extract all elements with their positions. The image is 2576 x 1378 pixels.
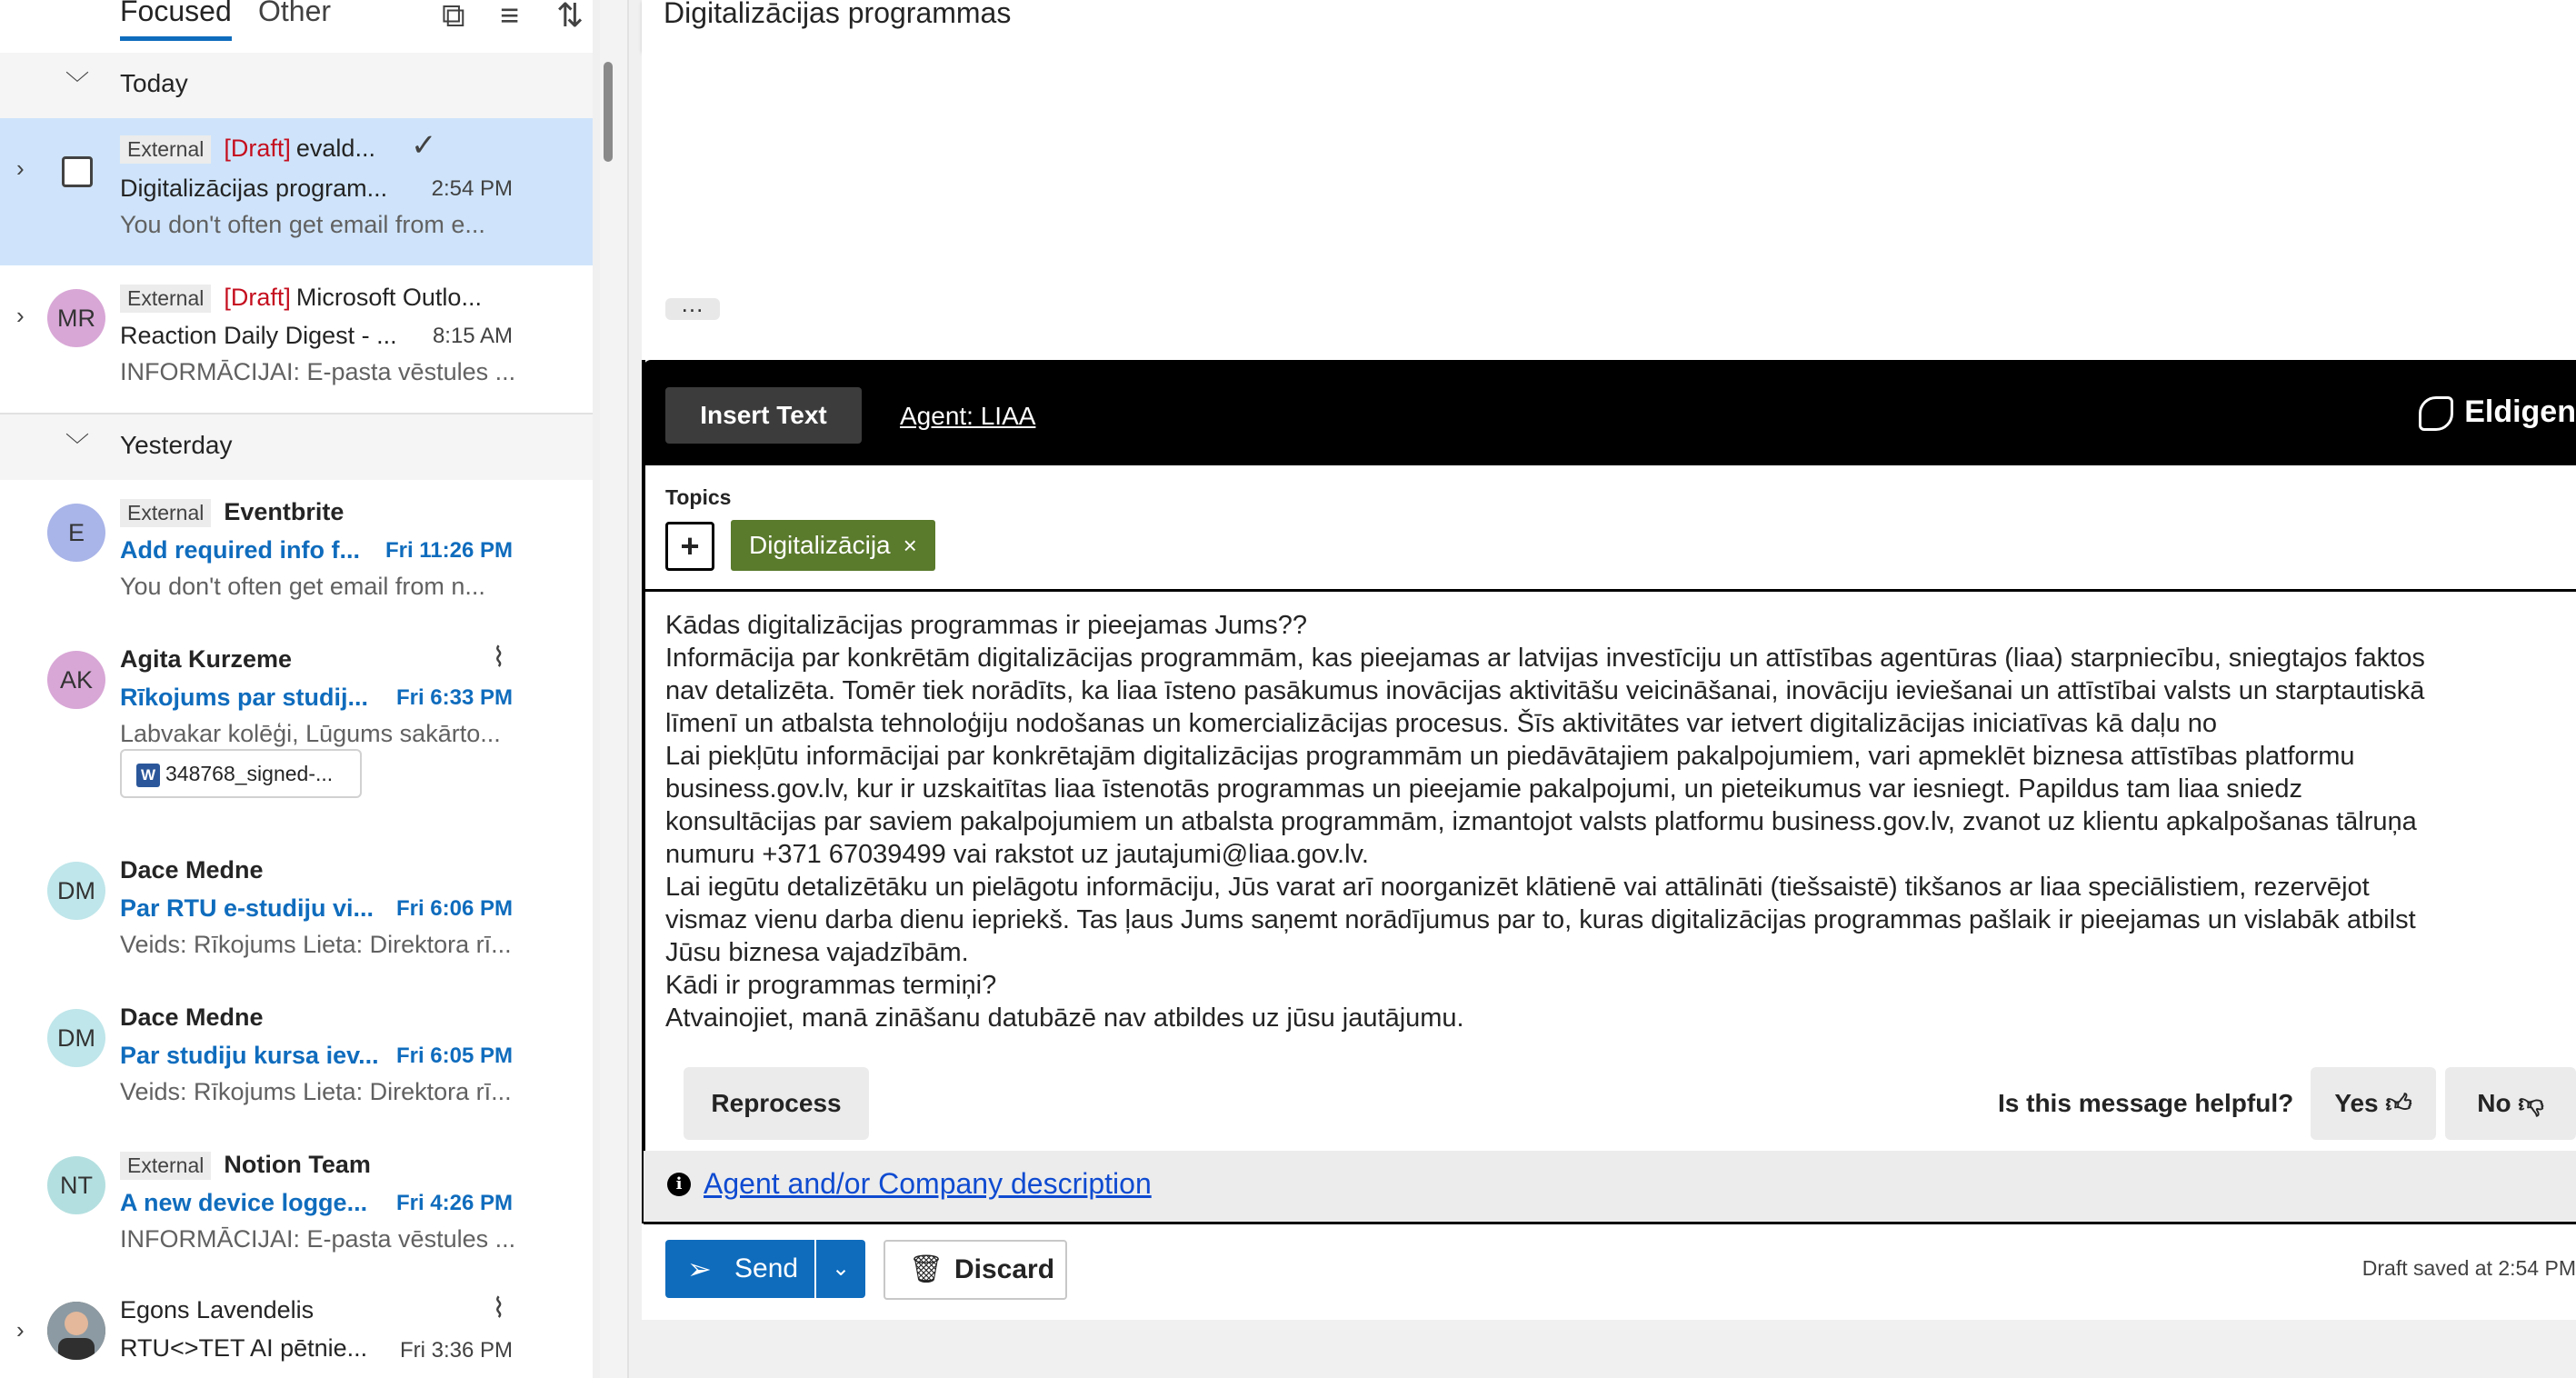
group-header-today[interactable] [0, 53, 593, 125]
mail-subject: A new device logge... [120, 1189, 368, 1216]
person-photo-icon [47, 1302, 105, 1360]
eldigen-logo [2419, 394, 2576, 431]
mail-preview: INFORMĀCIJAI: E-pasta vēstules ... [120, 1225, 516, 1253]
no-label: No [2477, 1089, 2511, 1117]
group-header-yesterday[interactable] [0, 414, 593, 487]
external-badge: External [120, 1152, 211, 1180]
mail-time: Fri 6:05 PM [395, 1043, 513, 1068]
agent-description-link[interactable]: Agent and/or Company description [704, 1167, 1152, 1200]
chevron-right-icon[interactable]: › [16, 302, 25, 329]
mail-time: Fri 6:33 PM [395, 685, 513, 710]
list-item[interactable] [0, 985, 593, 1134]
thumbs-up-icon: 👍︎ [2385, 1089, 2412, 1117]
mail-preview: You don't often get email from e... [120, 211, 485, 238]
external-badge: External [120, 135, 211, 164]
avatar: NT [47, 1156, 105, 1214]
discard-label: Discard [954, 1254, 1055, 1284]
answer-line: konsultācijas par saviem pakalpojumiem un atbalsta programmām, izmantojot valsts platformu business.gov.lv, zvanot uz klientu apkalpošanas tālruņa [665, 807, 2417, 836]
sender-name: Dace Medne [120, 856, 264, 884]
mail-preview: You don't often get email from n... [120, 573, 485, 600]
filter-icon[interactable]: ≡ [500, 0, 520, 34]
answer-line: Kādi ir programmas termiņi? [665, 971, 997, 1000]
trash-icon: 🗑︎ [909, 1254, 944, 1284]
list-item[interactable] [0, 838, 593, 987]
subject-bar [642, 0, 2576, 51]
tab-other[interactable]: Other [258, 0, 332, 27]
list-item[interactable] [0, 265, 593, 414]
add-topic-button[interactable]: + [665, 522, 714, 571]
sender-name: Dace Medne [120, 1004, 264, 1031]
chevron-right-icon[interactable]: › [16, 155, 25, 182]
topics-label: Topics [665, 485, 732, 509]
answer-line: Atvainojiet, manā zināšanu datubāzē nav atbildes uz jūsu jautājumu. [665, 1004, 1464, 1033]
group-label: Today [120, 69, 188, 97]
mail-subject: Rīkojums par studij... [120, 684, 369, 711]
insert-text-button[interactable]: Insert Text [665, 387, 862, 444]
info-icon: i [667, 1173, 691, 1196]
answer-line: Kādas digitalizācijas programmas ir pieejamas Jums?? [665, 611, 1307, 640]
yes-label: Yes [2334, 1089, 2379, 1117]
remove-topic-icon[interactable]: × [903, 532, 917, 559]
mail-subject: Reaction Daily Digest - ... [120, 322, 397, 349]
avatar: E [47, 504, 105, 562]
reading-pane [642, 0, 2576, 1378]
discard-button[interactable] [884, 1240, 1067, 1300]
send-label: Send [734, 1253, 799, 1283]
answer-line: Informācija par konkrētām digitalizācijas programmām, kas pieejamas ar latvijas investīciju un attīstības agentūras (liaa) starpniecību, sniegtajos faktos [665, 644, 2425, 673]
chevron-down-icon[interactable]: ﹀ [65, 70, 90, 97]
addin-border [642, 360, 645, 1223]
agent-description-bar [644, 1151, 2576, 1224]
answer-line: vismaz vienu darba dienu iepriekš. Tas ļaus Jums saņemt norādījumus par to, kuras digitalizācijas programmas pašlaik ir pieejamas un vislabāk atbilst [665, 905, 2416, 934]
avatar: AK [47, 651, 105, 709]
mail-subject: Digitalizācijas program... [120, 175, 388, 202]
attachment-icon: ⌇ [492, 1293, 505, 1323]
compose-area [642, 51, 2576, 1320]
addin-header [644, 360, 2576, 465]
mail-preview: INFORMĀCIJAI: E-pasta vēstules ... [120, 358, 516, 385]
chevron-down-icon[interactable]: ﹀ [65, 432, 90, 459]
answer-line: līmenī un atbalsta tehnoloģiju nodošanas un komercializācijas procesus. Šīs aktivitātes var ietvert digitalizācijas iniciatīvas kā daļu no [665, 709, 2218, 738]
topic-chip [731, 520, 935, 571]
brand-name: Eldigen [2464, 394, 2576, 429]
yes-button[interactable] [2311, 1067, 2436, 1140]
mail-subject: Add required info f... [120, 536, 360, 564]
sender-name: Egons Lavendelis [120, 1296, 315, 1323]
list-item[interactable] [0, 480, 593, 629]
mail-preview: Veids: Rīkojums Lieta: Direktora rī... [120, 931, 512, 958]
divider [644, 589, 2576, 592]
mail-preview: Labvakar kolēģi, Lūgums sakārto... [120, 720, 501, 747]
group-label: Yesterday [120, 431, 233, 459]
mail-subject: RTU<>TET AI pētnie... [120, 1334, 368, 1362]
avatar-photo [47, 1302, 105, 1360]
avatar: DM [47, 1009, 105, 1067]
mail-time: Fri 6:06 PM [395, 896, 513, 921]
topic-label: Digitalizācija [749, 531, 891, 559]
select-mode-icon[interactable]: ⧉ [442, 0, 465, 34]
send-button[interactable] [665, 1240, 814, 1298]
reprocess-button[interactable]: Reprocess [684, 1067, 869, 1140]
no-button[interactable] [2445, 1067, 2576, 1140]
helpful-question: Is this message helpful? [1998, 1089, 2294, 1117]
list-scrollbar[interactable] [600, 0, 629, 1378]
word-file-icon: W [136, 764, 160, 787]
list-item[interactable] [0, 1133, 593, 1282]
list-item[interactable] [0, 1280, 593, 1378]
chevron-right-icon[interactable]: › [16, 1316, 25, 1343]
attachment-name: 348768_signed-... [165, 762, 334, 785]
list-item[interactable] [0, 627, 593, 840]
answer-line: Jūsu biznesa vajadzībām. [665, 938, 969, 967]
sender-name: Agita Kurzeme [120, 645, 293, 673]
message-list [0, 0, 593, 1378]
external-badge: External [120, 499, 211, 527]
draft-label: [Draft] [224, 284, 291, 311]
select-checkbox[interactable] [62, 156, 93, 187]
sort-icon[interactable]: ⇅ [556, 0, 584, 34]
message-subject: Digitalizācijas programmas [664, 0, 1012, 29]
mail-time: Fri 11:26 PM [384, 538, 513, 563]
attachment-icon: ⌇ [492, 643, 505, 673]
sender-name: Microsoft Outlo... [295, 284, 482, 311]
leaf-logo-icon [2419, 396, 2453, 431]
thumbs-down-icon: 👎︎ [2518, 1089, 2544, 1117]
avatar: MR [47, 289, 105, 347]
generated-answer[interactable] [665, 609, 2576, 1034]
mail-time: 2:54 PM [431, 176, 513, 201]
chevron-down-icon: ⌄ [831, 1256, 851, 1281]
attachment-chip[interactable] [120, 749, 362, 798]
answer-line: Lai iegūtu detalizētāku un pielāgotu informāciju, Jūs varat arī noorganizēt klātienē vai attālināti (tiešsaistē) tikšanos ar liaa speciālistiem, rezervējot [665, 873, 2370, 902]
avatar: DM [47, 862, 105, 920]
list-scrollbar-thumb[interactable] [604, 62, 613, 162]
send-icon: ➢ [687, 1253, 712, 1285]
answer-line: Lai piekļūtu informācijai par konkrētajām digitalizācijas programmām un piedāvātajiem pakalpojumiem, vari apmeklēt biznesa attīstības platformu [665, 742, 2355, 771]
mail-time: Fri 4:26 PM [395, 1191, 513, 1215]
show-more-button[interactable]: ... [665, 298, 720, 320]
mail-time: Fri 3:36 PM [399, 1338, 513, 1363]
mail-subject: Par RTU e-studiju vi... [120, 894, 374, 922]
answer-line: numuru +371 67039499 vai rakstot uz jautajumi@liaa.gov.lv. [665, 840, 1369, 869]
send-options-button[interactable] [816, 1240, 865, 1298]
tab-focused[interactable]: Focused [120, 0, 232, 28]
sender-name: evald... [295, 135, 375, 162]
draft-saved-status: Draft saved at 2:54 PM [2361, 1256, 2576, 1280]
agent-link[interactable]: Agent: LIAA [900, 402, 1036, 430]
mail-preview: Veids: Rīkojums Lieta: Direktora rī... [120, 1078, 512, 1105]
draft-label: [Draft] [224, 135, 291, 162]
mail-subject: Par studiju kursa iev... [120, 1042, 379, 1069]
external-badge: External [120, 285, 211, 313]
list-item[interactable] [0, 118, 593, 267]
mail-time: 8:15 AM [432, 324, 513, 348]
answer-line: business.gov.lv, kur ir uzskaitītas liaa īstenotās programmas un pieejamie pakalpojumi, un pieteikumus var iesniegt. Papildus tam liaa sniedz [665, 774, 2303, 804]
answer-line: nav detalizēta. Tomēr tiek norādīts, ka liaa īsteno pasākumus inovācijas aktivitāšu veicināšanai, inovāciju ieviešanai un attīstībai valsts un starptautiskā [665, 676, 2425, 705]
sender-name: Eventbrite [224, 498, 344, 525]
sender-name: Notion Team [224, 1151, 371, 1178]
checkmark-icon: ✓ [411, 128, 437, 163]
inbox-tabs [0, 0, 593, 55]
